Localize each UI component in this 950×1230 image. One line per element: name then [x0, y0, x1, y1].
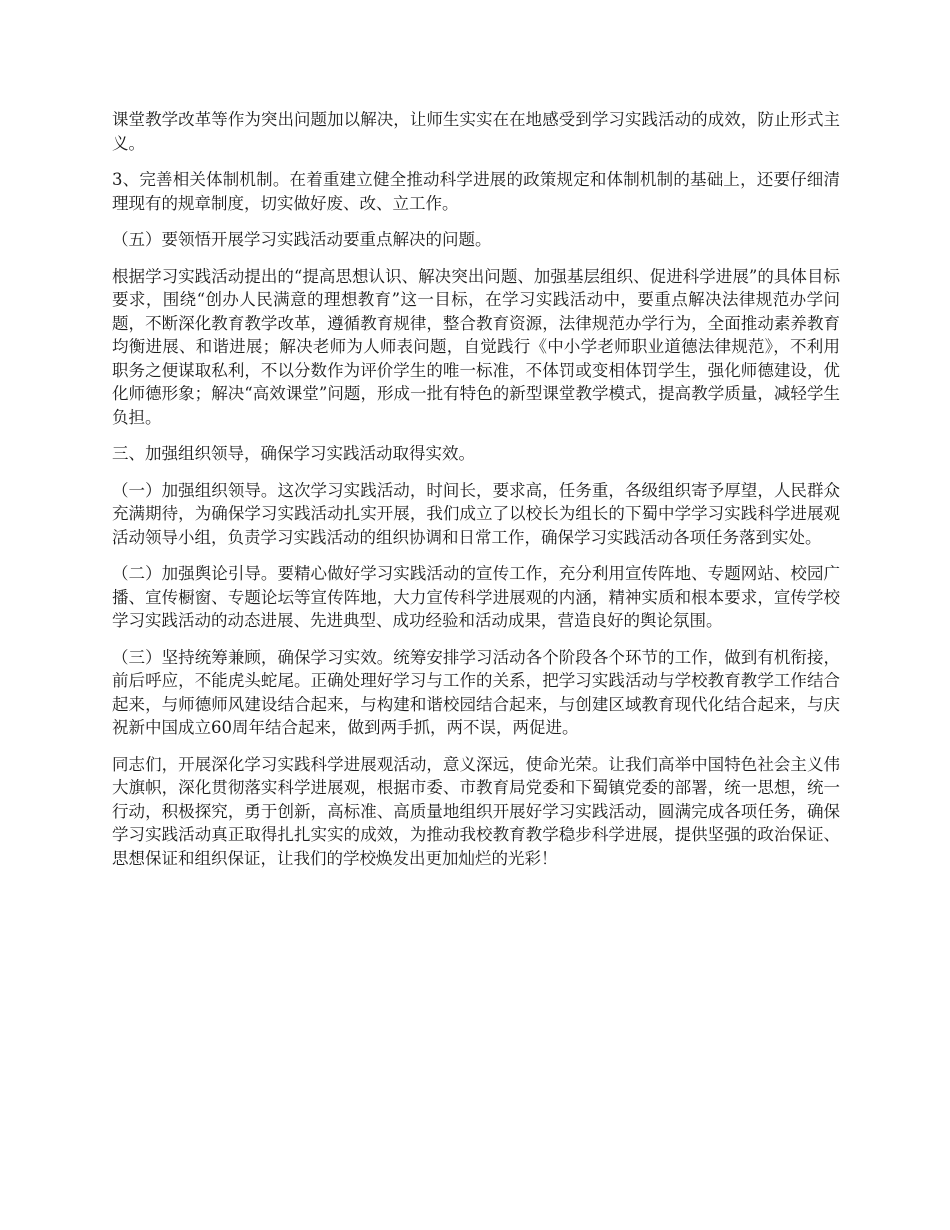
paragraph-public-opinion: （二）加强舆论引导。要精心做好学习实践活动的宣传工作，充分利用宣传阵地、专题网站、校园广播、宣传橱窗、专题论坛等宣传阵地，大力宣传科学进展观的内涵，精神实质和根本要求，宣传学校学习实践活动的动态进展、先进典型、成功经验和活动成果，营造良好的舆论氛围。	[112, 564, 840, 630]
paragraph-overall-planning: （三）坚持统筹兼顾，确保学习实效。统筹安排学习活动各个阶段各个环节的工作，做到有机衔接，前后呼应，不能虎头蛇尾。正确处理好学习与工作的关系，把学习实践活动与学校教育教学工作结合起来，与师德师风建设结合起来，与构建和谐校园结合起来，与创建区域教育现代化结合起来，与庆祝新中国成立60周年结合起来，做到两手抓，两不误，两促进。	[112, 647, 840, 737]
paragraph-intro-continuation: 课堂教学改革等作为突出问题加以解决，让师生实实在在地感受到学习实践活动的成效，防止形式主义。	[112, 110, 840, 153]
paragraph-organization-leadership: （一）加强组织领导。这次学习实践活动，时间长，要求高，任务重，各级组织寄予厚望，人民群众充满期待，为确保学习实践活动扎实开展，我们成立了以校长为组长的下蜀中学学习实践科学进展观活动领导小组，负责学习实践活动的组织协调和日常工作，确保学习实践活动各项任务落到实处。	[112, 480, 840, 547]
document-page	[112, 108, 840, 883]
paragraph-improve-mechanisms: 3、完善相关体制机制。在着重建立健全推动科学进展的政策规定和体制机制的基础上，还要仔细清理现有的规章制度，切实做好废、改、立工作。	[112, 170, 840, 213]
paragraph-closing: 同志们，开展深化学习实践科学进展观活动，意义深远，使命光荣。让我们高举中国特色社会主义伟大旗帜，深化贯彻落实科学进展观，根据市委、市教育局党委和下蜀镇党委的部署，统一思想，统一行动，积极探究，勇于创新，高标准、高质量地组织开展好学习实践活动，圆满完成各项任务，确保学习实践活动真正取得扎扎实实的成效，为推动我校教育教学稳步科学进展，提供坚强的政治保证、思想保证和组织保证，让我们的学校焕发出更加灿烂的光彩！	[112, 754, 840, 868]
section-heading-five: （五）要领悟开展学习实践活动要重点解决的问题。	[112, 230, 492, 249]
section-heading-three: 三、加强组织领导，确保学习实践活动取得实效。	[112, 444, 475, 463]
paragraph-key-problems: 根据学习实践活动提出的“提高思想认识、解决突出问题、加强基层组织、促进科学进展”的具体目标要求，围绕“创办人民满意的理想教育”这一目标，在学习实践活动中，要重点解决法律规范办学问题，不断深化教育教学改革，遵循教育规律，整合教育资源，法律规范办学行为，全面推动素养教育均衡进展、和谐进展；解决老师为人师表问题，自觉践行《中小学老师职业道德法律规范》，不利用职务之便谋取私利，不以分数作为评价学生的唯一标准，不体罚或变相体罚学生，强化师德建设，优化师德形象；解决“高效课堂”问题，形成一批有特色的新型课堂教学模式，提高教学质量，减轻学生负担。	[112, 266, 840, 427]
